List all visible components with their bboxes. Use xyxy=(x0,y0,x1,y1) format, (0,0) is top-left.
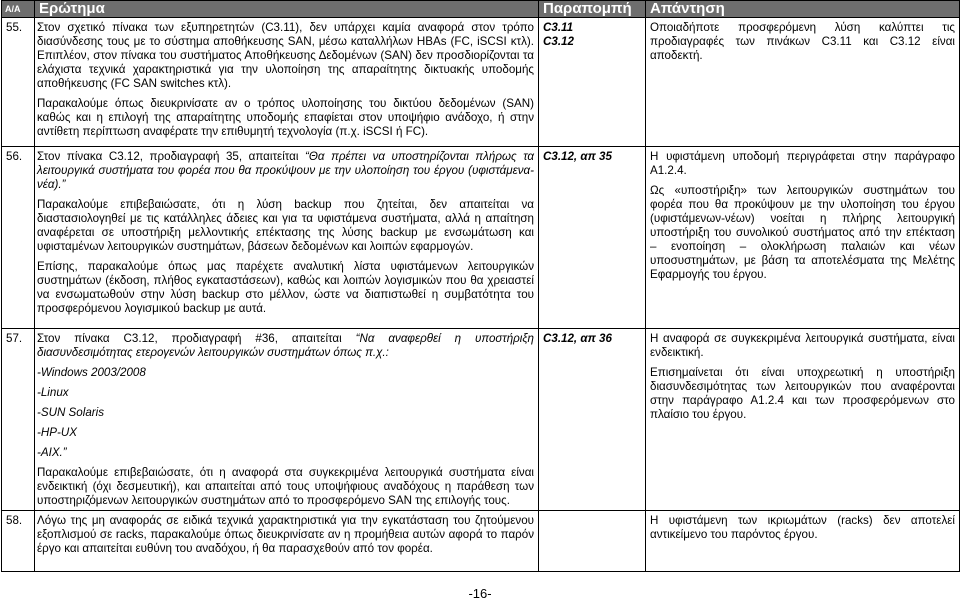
reference-text: C3.12, απ 36 xyxy=(543,332,612,345)
question-paragraph: Παρακαλούμε επιβεβαιώσατε, ότι η λύση backup που ζητείται, δεν απαιτείται να διαστασιολογηθεί με τις κατάλληλες άδειες και για τα υφιστάμενα συστήματα, αλλά η απαίτηση αναφέρεται σε υποστήριξη μελλοντικής επέκτασης της λύσης backup με ενσωμάτωση και υφισταμένων λειτουργικών συστημάτων, βάσεων δεδομένων και λοιπών εφαρμογών. xyxy=(37,198,534,253)
answer-paragraph: Η υφιστάμενη υποδομή περιγράφεται στην παράγραφο Α1.2.4. xyxy=(650,150,955,177)
row-number: 55. xyxy=(2,18,35,147)
answer-paragraph: Επισημαίνεται ότι είναι υποχρεωτική η υποστήριξη διασυνδεσιμότητας των λειτουργικών που αναφέρονται στην παράγραφο Α1.2.4 και των προσφερόμενων στο πλαίσιο του έργου. xyxy=(650,366,955,421)
question-cell xyxy=(35,18,539,147)
os-list-item: -HP-UX xyxy=(37,426,77,439)
reference-cell xyxy=(539,329,646,511)
question-paragraph xyxy=(37,332,534,360)
qa-table xyxy=(1,0,960,572)
table-row xyxy=(2,511,960,572)
answer-cell xyxy=(646,147,960,329)
page-number: -16- xyxy=(468,586,492,601)
question-paragraph: Παρακαλούμε επιβεβαιώσατε, ότι η αναφορά στα συγκεκριμένα λειτουργικά συστήματα είναι ενδεικτική (όχι δεσμευτική), και απαιτείται από τους υποψήφιους αναδόχους η παράθεση των υποστηριζόμενων λειτουργικών συστημάτων από το προσφερόμενο SAN της επιλογής τους. xyxy=(37,466,534,507)
reference-text: C3.12, απ 35 xyxy=(543,150,612,163)
question-lead: Στον πίνακα C3.12, προδιαγραφή 35, απαιτείται xyxy=(37,150,306,163)
question-cell xyxy=(35,329,539,511)
header-answer: Απάντηση xyxy=(646,1,960,18)
answer-cell xyxy=(646,511,960,572)
row-number: 56. xyxy=(2,147,35,329)
table-row xyxy=(2,147,960,329)
os-list-item: -Linux xyxy=(37,386,69,399)
question-quote: “Θα πρέπει να υποστηρίζονται πλήρως τα λειτουργικά συστήματα του φορέα που θα προκύψουν με την υλοποίηση του έργου (υφιστάμενα-νέα).” xyxy=(37,150,534,191)
row-number: 58. xyxy=(2,511,35,572)
header-reference: Παραπομπή xyxy=(539,1,646,18)
os-list-item: -SUN Solaris xyxy=(37,406,104,419)
question-quote: “Να αναφερθεί η υποστήριξη διασυνδεσιμότητας ετερογενών λειτουργικών συστημάτων όπως π.χ.: xyxy=(37,332,534,359)
question-paragraph: Στον σχετικό πίνακα των εξυπηρετητών (C3.11), δεν υπάρχει καμία αναφορά στον τρόπο διασύνδεσης τους με το σύστημα αποθήκευσης SAN, μέσω καταλλήλων HBAs (FC, iSCSI κτλ). Επιπλέον, στον πίνακα του συστήματος Αποθήκευσης Δεδομένων (SAN) δεν προσδιορίζονται τα ελάχιστα τεχνικά χαρακτηριστικά για την υλοποίηση της απαραίτητης δικτυακής υποδομής αποθήκευσης (FC SAN switches κτλ). xyxy=(37,21,534,90)
reference-text: C3.12 xyxy=(543,35,574,48)
question-cell xyxy=(35,511,539,572)
question-cell xyxy=(35,147,539,329)
question-lead: Στον πίνακα C3.12, προδιαγραφή #36, απαιτείται xyxy=(37,332,356,345)
reference-cell xyxy=(539,511,646,572)
table-row xyxy=(2,329,960,511)
question-paragraph: Λόγω της μη αναφοράς σε ειδικά τεχνικά χαρακτηριστικά για την εγκατάσταση του ζητούμενου εξοπλισμού σε racks, παρακαλούμε όπως διευκρινίσατε αν η προμήθεια αυτών αφορά το παρόν έργο και απαιτείται ευθύνη του αναδόχου, ή θα παρασχεθούν από τον φορέα. xyxy=(37,514,534,555)
os-list-item: -Windows 2003/2008 xyxy=(37,366,146,379)
header-aa: A/A xyxy=(2,1,35,18)
answer-paragraph: Οποιαδήποτε προσφερόμενη λύση καλύπτει τις προδιαγραφές των πινάκων C3.11 και C3.12 είναι αποδεκτή. xyxy=(650,21,955,62)
header-question: Ερώτημα xyxy=(35,1,539,18)
question-paragraph: Επίσης, παρακαλούμε όπως μας παρέχετε αναλυτική λίστα υφιστάμενων λειτουργικών συστημάτων (έκδοση, πλήθος εγκαταστάσεων), καθώς και λοιπών λογισμικών που θα χρειαστεί να ενσωματωθούν στην λύση backup στο μέλλον, ώστε να διαπιστωθεί η συμβατότητα του προσφερόμενου λογισμικού backup με αυτά. xyxy=(37,260,534,315)
answer-cell xyxy=(646,18,960,147)
answer-paragraph: Ως «υποστήριξη» των λειτουργικών συστημάτων του φορέα που θα προκύψουν με την υλοποίηση του έργου (υφιστάμενων-νέων) νοείται η πλήρης λειτουργική υποστήριξη του συνολικού συστήματος από την επέκταση – ενοποίηση – ολοκλήρωση παλαιών και νέων υποσυστημάτων, με βάση τα αποτελέσματα της Μελέτης Εφαρμογής του έργου. xyxy=(650,184,955,281)
answer-paragraph: Η αναφορά σε συγκεκριμένα λειτουργικά συστήματα, είναι ενδεικτική. xyxy=(650,332,955,359)
reference-cell xyxy=(539,147,646,329)
answer-paragraph: Η υφιστάμενη των ικριωμάτων (racks) δεν αποτελεί αντικείμενο του παρόντος έργου. xyxy=(650,514,955,541)
answer-cell xyxy=(646,329,960,511)
reference-text: C3.11 xyxy=(543,21,574,34)
row-number: 57. xyxy=(2,329,35,511)
os-list-item: -AIX.” xyxy=(37,446,67,459)
question-paragraph: Παρακαλούμε όπως διευκρινίσατε αν ο τρόπος υλοποίησης του δικτύου δεδομένων (SAN) καθώς και η επιλογή της απαραίτητης υποδομής επαφίεται στον υποψήφιο ανάδοχο, ή στην αντίθετη περίπτωση αναφέρατε την επιθυμητή τεχνολογία (π.χ. iSCSI ή FC). xyxy=(37,97,534,138)
question-paragraph xyxy=(37,150,534,192)
table-header-row xyxy=(2,1,960,18)
table-row xyxy=(2,18,960,147)
reference-cell xyxy=(539,18,646,147)
